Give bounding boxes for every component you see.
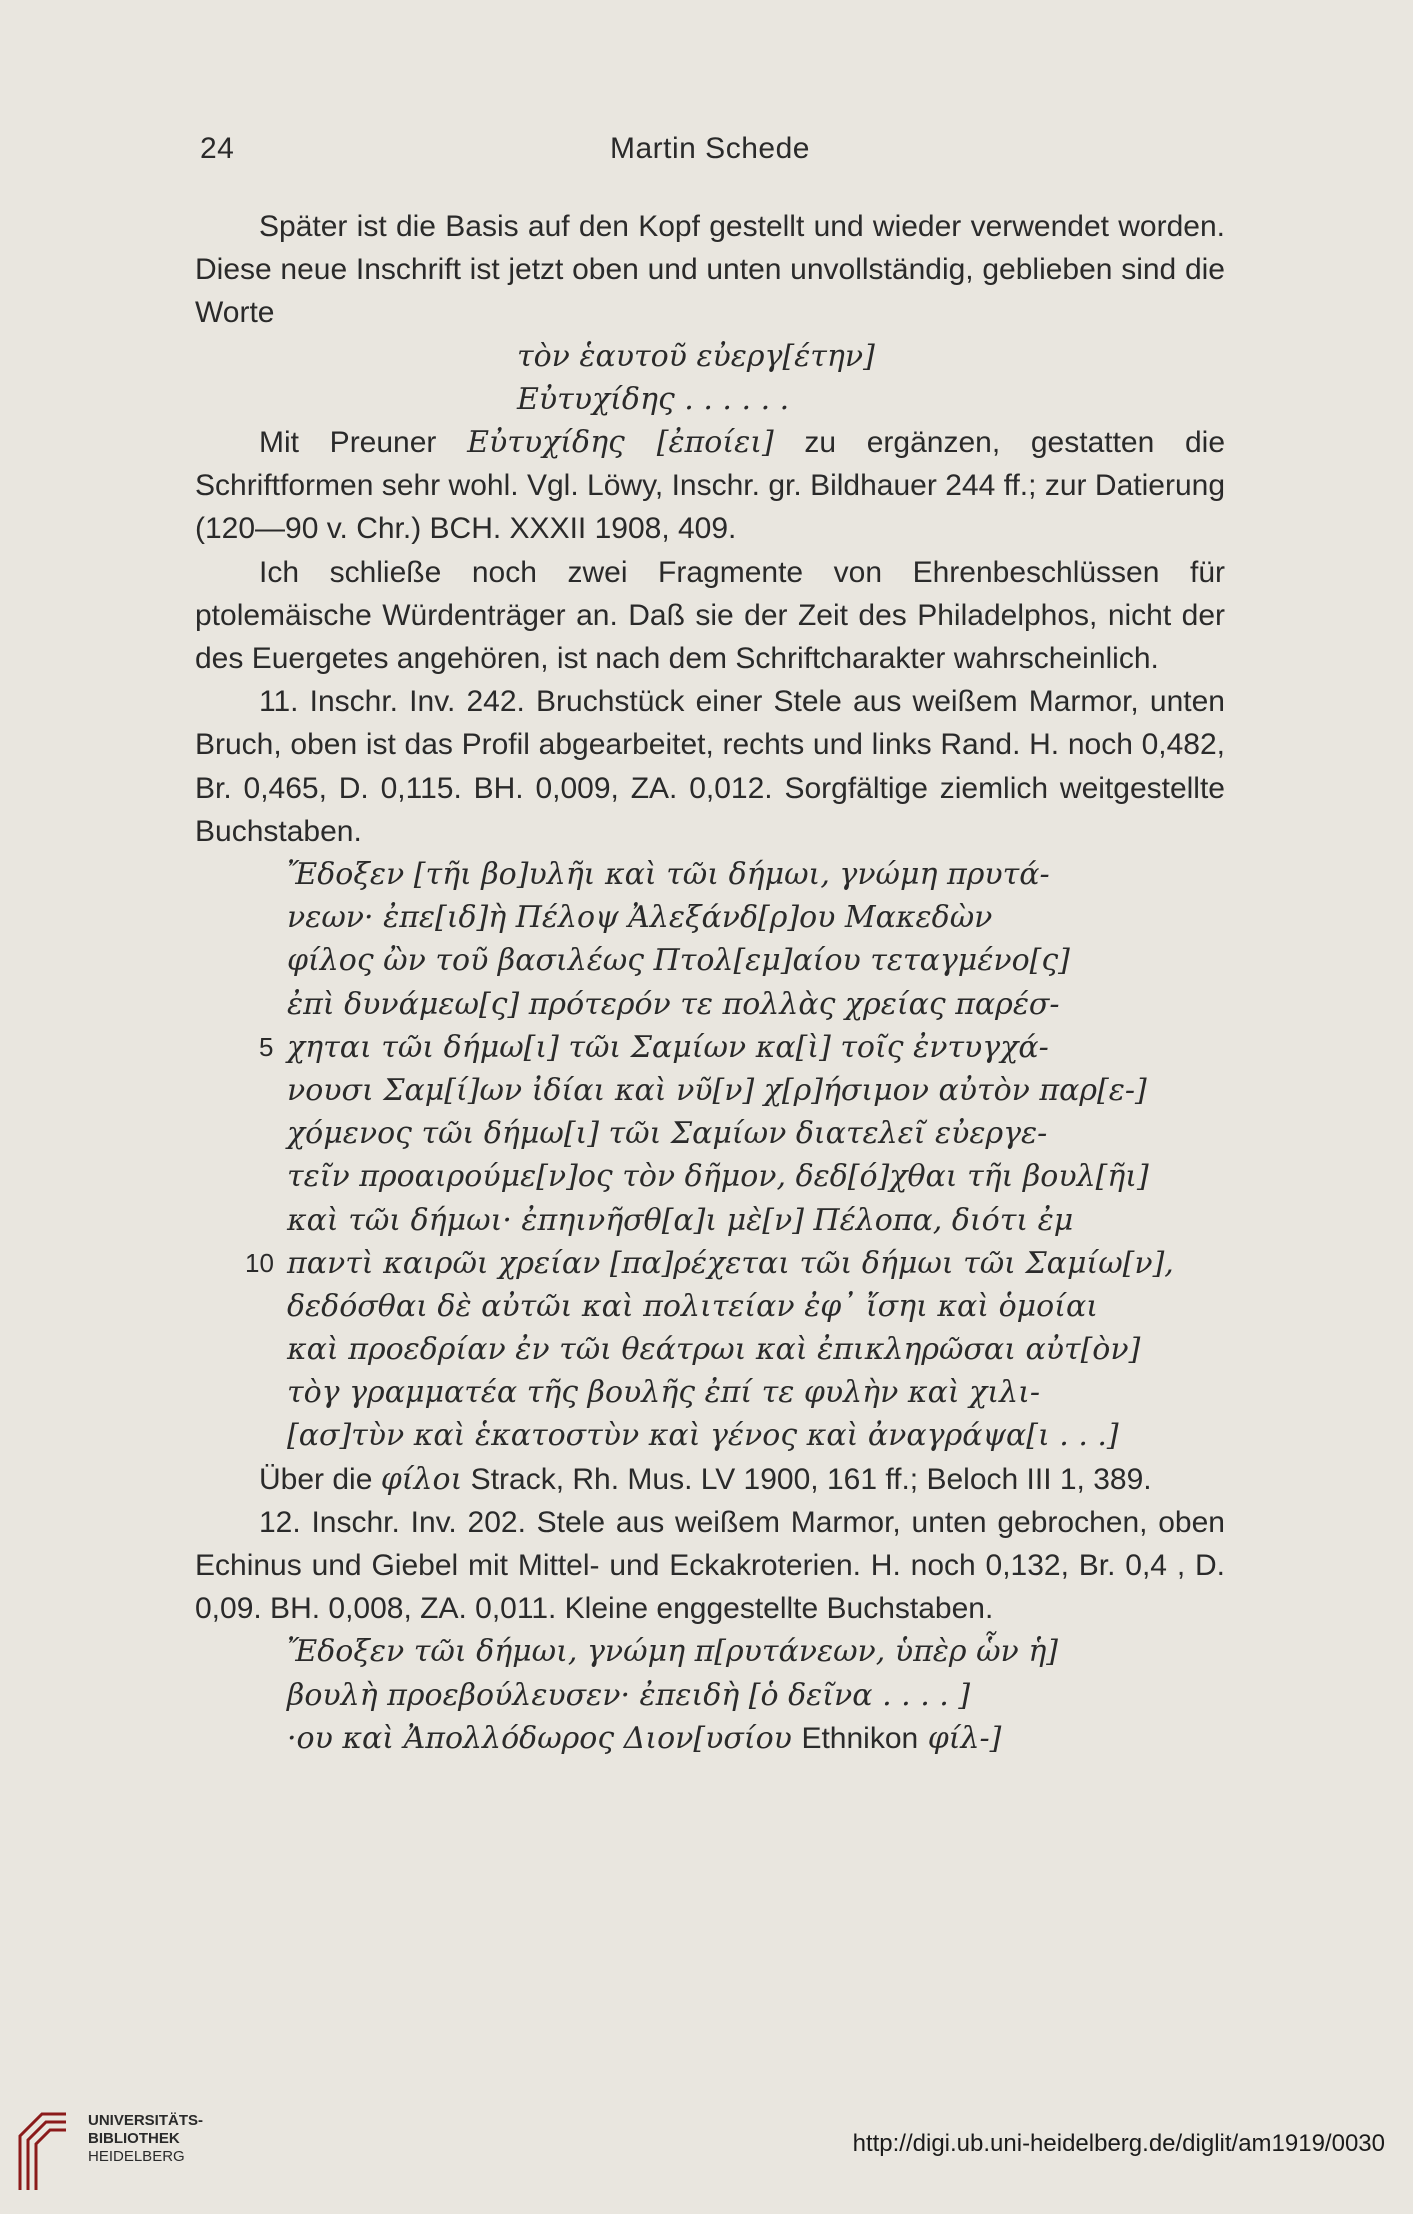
- text-span: Mit Preuner: [259, 425, 468, 459]
- inscription-line-text: φίλ-]: [918, 1720, 1002, 1756]
- page-footer: [0, 2100, 1413, 2214]
- library-line: UNIVERSITÄTS-: [88, 2112, 204, 2129]
- inscription-line: φίλος ὢν τοῦ βασιλέως Πτολ[εμ]αίου τεταγμένο[ς]: [287, 943, 1070, 979]
- inscription-line: ἐπὶ δυνάμεω[ς] πρότερόν τε πολλὰς χρείας παρέσ-: [287, 986, 1060, 1022]
- inscription-line: τὸγ γραμματέα τῆς βουλῆς ἐπί τε φυλὴν καὶ χιλι-: [287, 1375, 1041, 1411]
- text-span: Strack, Rh. Mus. LV 1900, 161 ff.; Beloch III 1, 389.: [462, 1462, 1152, 1496]
- inscription-line-text: παντὶ καιρῶι χρείαν [πα]ρέχεται τῶι δήμωι τῶι Σαμίω[ν],: [287, 1245, 1174, 1281]
- library-logo-icon: [12, 2106, 74, 2196]
- inscription-line: [195, 1717, 1225, 1760]
- inscription-line: Ἔδοξεν [τῆι βο]υλῆι καὶ τῶι δήμωι, γνώμη πρυτά-: [287, 857, 1050, 893]
- source-url-link[interactable]: http://digi.ub.uni-heidelberg.de/diglit/am1919/0030: [852, 2130, 1385, 2157]
- paragraph-fragments: Ich schließe noch zwei Fragmente von Ehrenbeschlüssen für ptolemäische Würdenträger an. Daß sie der Zeit des Philadelphos, nicht der des Euergetes angehören, ist nach dem Schriftcharakter wahrscheinlich.: [195, 555, 1225, 675]
- paragraph-philoi: [195, 1458, 1225, 1501]
- paragraph-preuner: [195, 421, 1225, 551]
- ethnikon-label: Ethnikon: [801, 1721, 919, 1755]
- library-line: HEIDELBERG: [88, 2148, 185, 2165]
- inscription-line-text: ·ου καὶ Ἀπολλόδωρος Διον[υσίου: [287, 1720, 802, 1756]
- library-line: BIBLIOTHEK: [88, 2130, 180, 2147]
- paragraph-inscription-12: 12. Inschr. Inv. 202. Stele aus weißem Marmor, unten gebrochen, oben Echinus und Giebel mit Mittel- und Eckakroterien. H. noch 0,132, Br. 0,4 , D. 0,09. BH. 0,008, ZA. 0,011. Kleine enggestellte Buchstaben.: [195, 1505, 1225, 1626]
- inscription-line: καὶ τῶι δήμωι· ἐπηινῆσθ[α]ι μὲ[ν] Πέλοπα, διότι ἐμ: [287, 1202, 1074, 1238]
- inscription-line: δεδόσθαι δὲ αὐτῶι καὶ πολιτείαν ἐφ᾽ ἴσηι καὶ ὁμοίαι: [287, 1288, 1098, 1324]
- inscription-line: Ἔδοξεν τῶι δήμωι, γνώμη π[ρυτάνεων, ὑπὲρ ὧν ἡ]: [287, 1634, 1058, 1670]
- inscription-12-text: [195, 1630, 1225, 1760]
- greek-span: φίλοι: [380, 1461, 463, 1497]
- inscription-line: καὶ προεδρίαν ἐν τῶι θεάτρωι καὶ ἐπικληρῶσαι αὐτ[ὸν]: [287, 1332, 1141, 1368]
- page-number: 24: [200, 132, 235, 165]
- inscription-line: τεῖν προαιρούμε[ν]ος τὸν δῆμον, δεδ[ό]χθαι τῆι βουλ[ῆι]: [287, 1159, 1149, 1195]
- main-text: [195, 205, 1225, 1760]
- paragraph-intro: Später ist die Basis auf den Kopf gestellt und wieder verwendet worden. Diese neue Inschrift ist jetzt oben und unten unvollständig, geblieben sind die Worte: [195, 210, 1225, 330]
- quote-line-1: τὸν ἑαυτοῦ εὐεργ[έτην]: [517, 338, 875, 374]
- inscription-line-text: χηται τῶι δήμω[ι] τῶι Σαμίων κα[ὶ] τοῖς ἐντυγχά-: [287, 1029, 1049, 1065]
- library-name: [88, 2112, 203, 2166]
- quote-line-2: Εὐτυχίδης . . . . . .: [517, 381, 790, 417]
- inscription-line: νουσι Σαμ[ί]ων ἰδίαι καὶ νῦ[ν] χ[ρ]ήσιμον αὐτὸν παρ[ε-]: [287, 1072, 1147, 1108]
- greek-span: Εὐτυχίδης [ἐποίει]: [467, 424, 774, 460]
- line-number-5: 5: [259, 1031, 274, 1062]
- inscription-11-text: [195, 853, 1225, 1458]
- inscription-line: [ασ]τὺν καὶ ἑκατοστὺν καὶ γένος καὶ ἀναγράψα[ι . . .]: [287, 1418, 1119, 1454]
- line-number-10: 10: [245, 1247, 274, 1278]
- running-title: Martin Schede: [610, 132, 810, 165]
- inscription-line: βουλὴ προεβούλευσεν· ἐπειδὴ [ὁ δεῖνα . . . . ]: [287, 1677, 971, 1713]
- text-span: zu ergänzen, gestatten die Schriftformen sehr wohl. Vgl. Löwy, Inschr. gr. Bildhauer 244 ff.; zur Datierung (120—90 v. Chr.) BCH. XXXII 1908, 409.: [195, 425, 1226, 546]
- inscription-line: χόμενος τῶι δήμω[ι] τῶι Σαμίων διατελεῖ εὐεργε-: [287, 1116, 1048, 1152]
- inscription-line: [195, 1242, 1225, 1285]
- inscription-line: νεων· ἐπε[ιδ]ὴ Πέλοψ Ἀλεξάνδ[ρ]ου Μακεδὼν: [287, 900, 993, 936]
- text-span: Über die: [259, 1462, 381, 1496]
- inscription-line: [195, 1026, 1225, 1069]
- page-header: [190, 132, 1220, 172]
- paragraph-inscription-11: 11. Inschr. Inv. 242. Bruchstück einer Stele aus weißem Marmor, unten Bruch, oben ist das Profil abgearbeitet, rechts und links Rand. H. noch 0,482, Br. 0,465, D. 0,115. BH. 0,009, ZA. 0,012. Sorgfältige ziemlich weitgestellte Buchstaben.: [195, 685, 1225, 848]
